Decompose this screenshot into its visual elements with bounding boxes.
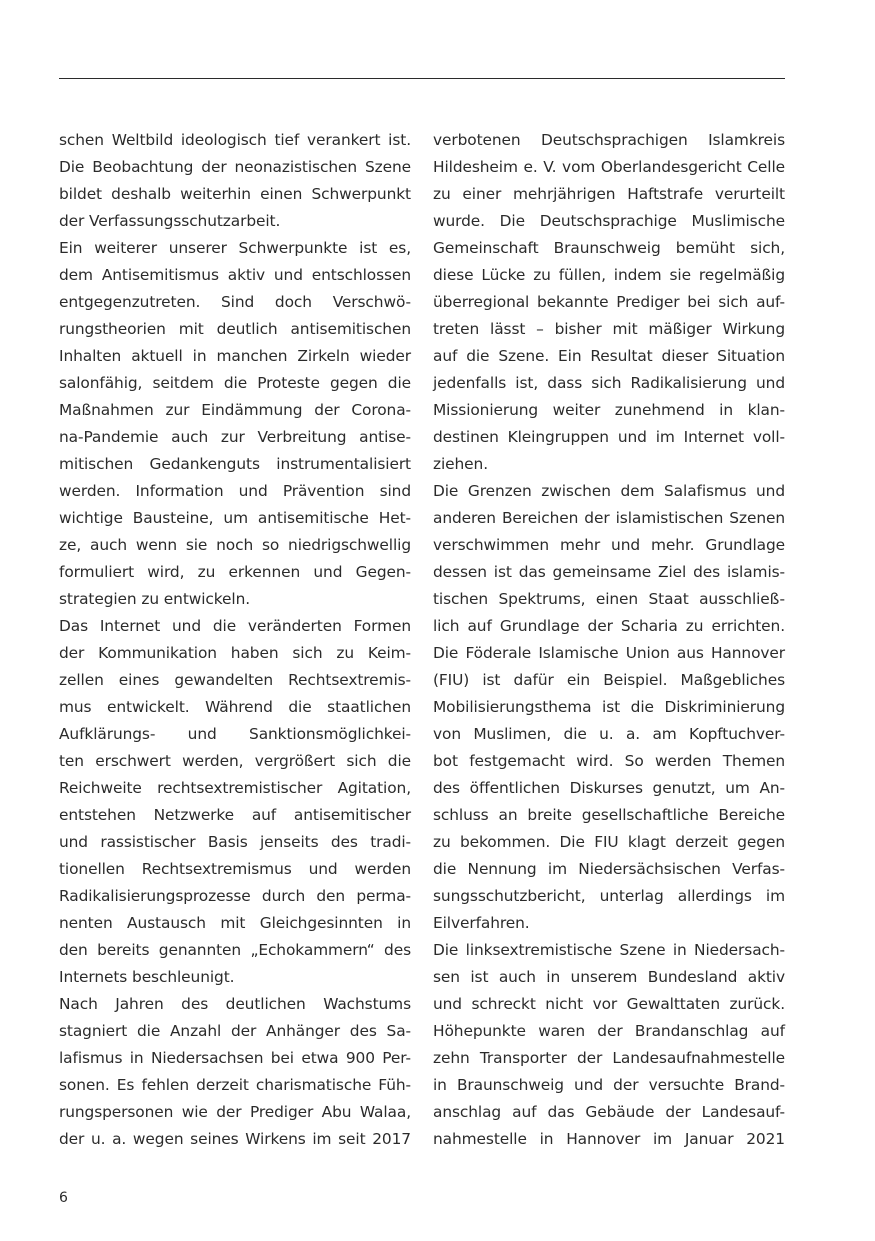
text-line: sonen. Es fehlen derzeit charismatische Füh- — [59, 1076, 411, 1094]
text-line: Missionierung weiter zunehmend in klan- — [433, 401, 785, 419]
text-line: Nach Jahren des deutlichen Wachstums — [59, 995, 411, 1013]
text-line: auf die Szene. Ein Resultat dieser Situation — [433, 347, 785, 365]
text-line: ziehen. — [433, 455, 488, 473]
text-line: Hildesheim e. V. vom Oberlandesgericht Celle — [433, 158, 785, 176]
text-line: Maßnahmen zur Eindämmung der Corona- — [59, 401, 411, 419]
text-line: Gemeinschaft Braunschweig bemüht sich, — [433, 239, 785, 257]
text-line: Radikalisierungsprozesse durch den perma- — [59, 887, 411, 905]
text-line: treten lässt – bisher mit mäßiger Wirkung — [433, 320, 785, 338]
text-line: und rassistischer Basis jenseits des tradi- — [59, 833, 411, 851]
text-line: Reichweite rechtsextremistischer Agitation, — [59, 779, 411, 797]
text-line: den bereits genannten „Echokammern“ des — [59, 941, 411, 959]
text-line: in Braunschweig und der versuchte Brand- — [433, 1076, 785, 1094]
header-rule — [59, 78, 785, 79]
text-line: und schreckt nicht vor Gewalttaten zurück. — [433, 995, 785, 1013]
text-line: schluss an breite gesellschaftliche Bereiche — [433, 806, 785, 824]
text-line: verbotenen Deutschsprachigen Islamkreis — [433, 131, 785, 149]
text-line: Inhalten aktuell in manchen Zirkeln wieder — [59, 347, 411, 365]
text-line: formuliert wird, zu erkennen und Gegen- — [59, 563, 411, 581]
text-line: anderen Bereichen der islamistischen Szenen — [433, 509, 785, 527]
text-line: der Verfassungsschutzarbeit. — [59, 212, 281, 230]
text-line: mus entwickelt. Während die staatlichen — [59, 698, 411, 716]
text-line: bildet deshalb weiterhin einen Schwerpunkt — [59, 185, 411, 203]
text-line: destinen Kleingruppen und im Internet voll- — [433, 428, 785, 446]
text-line: jedenfalls ist, dass sich Radikalisierung und — [433, 374, 785, 392]
text-line: Eilverfahren. — [433, 914, 530, 932]
text-line: Die Föderale Islamische Union aus Hannover — [433, 644, 785, 662]
text-line: bot festgemacht wird. So werden Themen — [433, 752, 785, 770]
text-line: zehn Transporter der Landesaufnahmestelle — [433, 1049, 785, 1067]
text-line: des öffentlichen Diskurses genutzt, um An- — [433, 779, 785, 797]
text-line: rungstheorien mit deutlich antisemitischen — [59, 320, 411, 338]
text-line: (FIU) ist dafür ein Beispiel. Maßgebliches — [433, 671, 785, 689]
text-line: nenten Austausch mit Gleichgesinnten in — [59, 914, 411, 932]
text-line: tionellen Rechtsextremismus und werden — [59, 860, 411, 878]
text-line: entstehen Netzwerke auf antisemitischer — [59, 806, 411, 824]
text-line: Internets beschleunigt. — [59, 968, 235, 986]
text-line: nahmestelle in Hannover im Januar 2021 — [433, 1130, 785, 1148]
text-line: stagniert die Anzahl der Anhänger des Sa- — [59, 1022, 411, 1040]
text-line: sen ist auch in unserem Bundesland aktiv — [433, 968, 785, 986]
text-line: Die linksextremistische Szene in Niedersach- — [433, 941, 785, 959]
right-column — [433, 127, 785, 1153]
text-line: zellen eines gewandelten Rechtsextremis- — [59, 671, 411, 689]
text-line: lafismus in Niedersachsen bei etwa 900 Per- — [59, 1049, 411, 1067]
text-line: Aufklärungs- und Sanktionsmöglichkei- — [59, 725, 411, 743]
text-line: salonfähig, seitdem die Proteste gegen die — [59, 374, 411, 392]
text-line: diese Lücke zu füllen, indem sie regelmäßig — [433, 266, 785, 284]
text-line: mitischen Gedankenguts instrumentalisiert — [59, 455, 411, 473]
text-line: von Muslimen, die u. a. am Kopftuchver- — [433, 725, 785, 743]
text-line: verschwimmen mehr und mehr. Grundlage — [433, 536, 785, 554]
text-line: der Kommunikation haben sich zu Keim- — [59, 644, 411, 662]
text-line: die Nennung im Niedersächsischen Verfas- — [433, 860, 785, 878]
text-line: dessen ist das gemeinsame Ziel des islamis- — [433, 563, 785, 581]
text-line: überregional bekannte Prediger bei sich auf- — [433, 293, 785, 311]
text-line: ze, auch wenn sie noch so niedrigschwellig — [59, 536, 411, 554]
text-line: zu einer mehrjährigen Haftstrafe verurteilt — [433, 185, 785, 203]
text-line: Das Internet und die veränderten Formen — [59, 617, 411, 635]
text-line: lich auf Grundlage der Scharia zu errichten. — [433, 617, 785, 635]
text-line: tischen Spektrums, einen Staat ausschließ- — [433, 590, 785, 608]
text-line: sungsschutzbericht, unterlag allerdings im — [433, 887, 785, 905]
text-line: zu bekommen. Die FIU klagt derzeit gegen — [433, 833, 785, 851]
text-line: strategien zu entwickeln. — [59, 590, 251, 608]
text-line: dem Antisemitismus aktiv und entschlossen — [59, 266, 411, 284]
text-line: wurde. Die Deutschsprachige Muslimische — [433, 212, 785, 230]
text-line: Mobilisierungsthema ist die Diskriminierung — [433, 698, 785, 716]
text-line: wichtige Bausteine, um antisemitische Het- — [59, 509, 411, 527]
text-line: ten erschwert werden, vergrößert sich die — [59, 752, 411, 770]
text-line: rungspersonen wie der Prediger Abu Walaa, — [59, 1103, 411, 1121]
text-line: entgegenzutreten. Sind doch Verschwö- — [59, 293, 411, 311]
text-line: Höhepunkte waren der Brandanschlag auf — [433, 1022, 785, 1040]
text-line: anschlag auf das Gebäude der Landesauf- — [433, 1103, 785, 1121]
text-line: schen Weltbild ideologisch tief verankert ist. — [59, 131, 411, 149]
text-line: Die Beobachtung der neonazistischen Szene — [59, 158, 411, 176]
page-number: 6 — [59, 1190, 68, 1206]
text-line: Die Grenzen zwischen dem Salafismus und — [433, 482, 785, 500]
text-line: Ein weiterer unserer Schwerpunkte ist es, — [59, 239, 411, 257]
text-line: werden. Information und Prävention sind — [59, 482, 411, 500]
text-line: der u. a. wegen seines Wirkens im seit 2017 — [59, 1130, 411, 1148]
text-line: na-Pandemie auch zur Verbreitung antise- — [59, 428, 411, 446]
left-column — [59, 127, 411, 1153]
